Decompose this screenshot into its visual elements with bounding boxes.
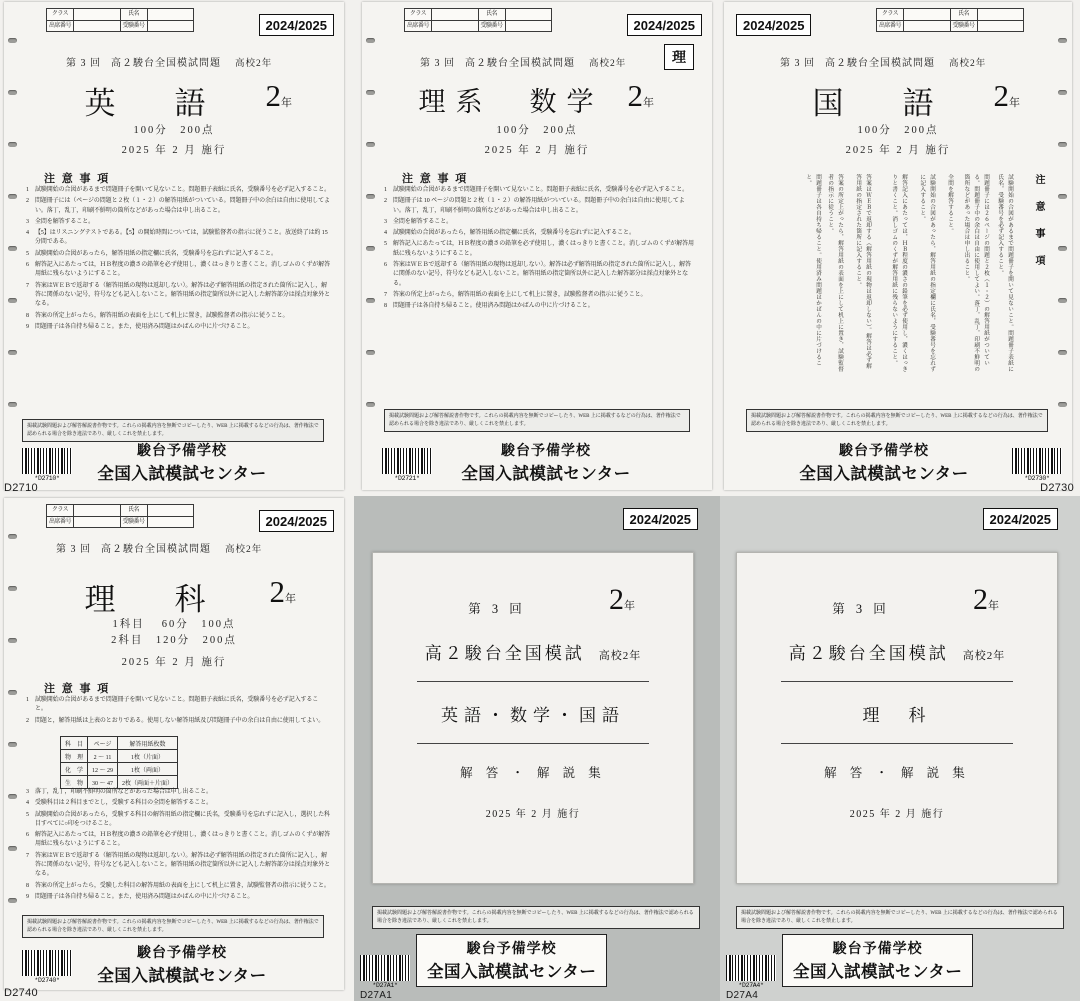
barcode-bars bbox=[382, 448, 432, 474]
answer-date: 2025 年 2 月 施行 bbox=[485, 809, 581, 820]
note-item: 問題冊子は各自持ち帰ること。使用済み問題はかばんの中に片づけること。 bbox=[805, 174, 821, 366]
center-name: 全国入試模試センター bbox=[461, 465, 631, 483]
year-badge: 2024/2025 bbox=[627, 14, 702, 36]
id-table[interactable] bbox=[46, 8, 194, 32]
note-item: 4 【5】はリスニングテストである。【5】の開始時間については，試験監督者の指示に従うこと。放送終了は約 15 分間である。 bbox=[26, 230, 328, 246]
notes-list bbox=[26, 186, 332, 334]
date-line: 2025 年 2 月 施行 bbox=[121, 145, 227, 156]
id-table-label-number: 出席番号 bbox=[877, 21, 904, 32]
answer-exam-name: 高２駿台全国模試 bbox=[424, 644, 585, 663]
divider bbox=[417, 681, 649, 682]
note-item: 7 答案はＷＥＢで返却する（解答用紙の現物は返却しない）。解答は必ず解答用紙の指定された箇所に記入し，解答に関係のない記号，符号なども記入しないこと。解答用紙の指定箇所以外に記入した解答部分は採点対象外となる。 bbox=[26, 282, 331, 308]
year-badge: 2024/2025 bbox=[259, 510, 334, 532]
divider bbox=[781, 681, 1013, 682]
barcode-code: *D2730* bbox=[1024, 475, 1050, 482]
id-table-label-class: クラス bbox=[877, 9, 904, 20]
barcode-bars bbox=[22, 950, 72, 976]
booklet-english bbox=[0, 0, 354, 496]
id-table[interactable] bbox=[876, 8, 1024, 32]
notes-list-bottom bbox=[26, 788, 330, 904]
punch-holes bbox=[364, 2, 378, 490]
table-row: 物 理 2 〜 11 1枚（片面） bbox=[61, 750, 178, 763]
notes-title: 注 意 事 項 bbox=[402, 173, 469, 185]
score-line: 100分 200点 bbox=[857, 125, 939, 136]
id-table-label-class: クラス bbox=[47, 9, 74, 20]
barcode bbox=[1012, 448, 1062, 482]
score-line-2: 2科目 120分 200点 bbox=[111, 635, 237, 646]
header-exam: 高２駿台全国模試問題 bbox=[111, 58, 221, 69]
note-item: 9 問題冊子は各自持ち帰ること。また，使用済み問題はかばんの中に片づけること。 bbox=[26, 893, 254, 900]
punch-holes bbox=[6, 498, 20, 990]
center-name: 全国入試模試センター bbox=[793, 963, 963, 981]
score-line: 100分 200点 bbox=[496, 125, 578, 136]
corner-code: D2740 bbox=[4, 987, 38, 999]
barcode-bars bbox=[360, 955, 410, 981]
header-line bbox=[56, 540, 262, 555]
note-item: 8 問題冊子は各自持ち帰ること。使用済み問題はかばんの中に片づけること。 bbox=[384, 303, 594, 310]
table-row: 生 物 30 〜 47 2枚（両面＋片面） bbox=[61, 776, 178, 789]
date-line: 2025 年 2 月 施行 bbox=[484, 145, 590, 156]
grade-big: 2年 bbox=[265, 78, 292, 113]
booklet-kokugo-cover bbox=[724, 2, 1072, 490]
divider bbox=[417, 743, 649, 744]
year-badge: 2024/2025 bbox=[983, 508, 1058, 530]
note-item: 9 問題冊子は各自持ち帰ること。また，使用済み問題はかばんの中に片づけること。 bbox=[26, 323, 254, 330]
booklet-math bbox=[354, 0, 720, 496]
score-line: 100分 200点 bbox=[133, 125, 215, 136]
header-kai: 第 3 回 bbox=[66, 58, 101, 69]
note-item: 2 問題冊子は 10 ページの問題と２枚（１・２）の解答用紙がついている。問題冊子中の余白は自由に使用してよい。落丁，乱丁，印刷不鮮明の箇所などがあった場合は申し出ること。 bbox=[384, 198, 685, 214]
barcode-bars bbox=[726, 955, 776, 981]
school-block bbox=[784, 440, 984, 484]
barcode-code: *D2721* bbox=[394, 475, 420, 482]
note-item: 8 答案の所定上がったら，解答用紙の表面を上にして机上に置き，試験監督者の指示に従うこと。 bbox=[26, 312, 289, 319]
header-grade: 高校2年 bbox=[235, 59, 273, 69]
header-grade: 高校2年 bbox=[949, 59, 987, 69]
answer-grade-label: 高校2年 bbox=[962, 650, 1006, 662]
subject-title: 理 科 bbox=[84, 582, 220, 617]
id-table-label-examnum: 受験番号 bbox=[479, 21, 506, 32]
answer-cover-panel bbox=[736, 552, 1058, 884]
id-table-label-examnum: 受験番号 bbox=[121, 21, 148, 32]
answer-kai: 第 3 回 bbox=[832, 602, 890, 616]
notes-list bbox=[384, 186, 696, 314]
corner-code: D2730 bbox=[1040, 482, 1074, 494]
barcode bbox=[382, 448, 432, 482]
id-table-label-number: 出席番号 bbox=[405, 21, 432, 32]
note-item: 1 試験開始の合図があるまで問題冊子を開いて見ないこと。問題冊子表紙に氏名，受験番号を必ず記入すること。 bbox=[26, 697, 319, 713]
barcode-code: *D27A1* bbox=[372, 982, 398, 989]
note-item: 試験開始の合図があったら，解答用紙の指定欄に氏名，受験番号を忘れずに記入すること。 bbox=[919, 174, 935, 372]
school-block bbox=[416, 934, 607, 987]
center-name: 全国入試模試センター bbox=[97, 465, 267, 483]
note-item: 3 落丁，乱丁，印刷不鮮明の箇所などがあった場合は申し出ること。 bbox=[26, 789, 212, 795]
answer-kai: 第 3 回 bbox=[468, 602, 526, 616]
header-exam: 高２駿台全国模試問題 bbox=[101, 544, 211, 555]
note-item: 答案の所定上がったら，解答用紙の表面を上にして机上に置き，試験監督者の指示に従うこと。 bbox=[827, 174, 843, 372]
note-item: 1 試験開始の合図があるまで問題冊子を開いて見ないこと。問題冊子表紙に氏名，受験番号を必ず記入すること。 bbox=[26, 187, 331, 193]
center-name: 全国入試模試センター bbox=[97, 967, 267, 985]
rika-mark-box: 理 bbox=[664, 44, 694, 70]
school-name: 駿台予備学校 bbox=[839, 442, 929, 458]
center-name: 全国入試模試センター bbox=[799, 465, 969, 483]
notes-title: 注 意 事 項 bbox=[1033, 174, 1044, 268]
answer-subject: 理 科 bbox=[862, 706, 932, 725]
answer-grade-label: 高校2年 bbox=[598, 650, 642, 662]
answer-exam-name-row bbox=[737, 639, 1057, 664]
notes-title: 注 意 事 項 bbox=[44, 173, 111, 185]
table-row: 化 学 12 〜 29 1枚（両面） bbox=[61, 763, 178, 776]
note-item: 4 受験科目は２科目までとし，受験する科目の全問を解答すること。 bbox=[26, 800, 213, 807]
barcode-code: *D2740* bbox=[34, 977, 60, 984]
barcode-bars bbox=[1012, 448, 1062, 474]
answer-kaisetsu: 解 答 ・ 解 説 集 bbox=[460, 766, 606, 780]
table-header: 科 目 bbox=[61, 737, 88, 750]
note-item: 4 試験開始の合図があったら，解答用紙の指定欄に氏名，受験番号を忘れずに記入すること。 bbox=[384, 230, 635, 237]
copyright-box: 掲載試験問題および解答解説書作物です。これらの掲載内容を無断でコピーしたり、WEB 上に掲載するなどの行為は、著作権法で認められる場合を除き違法であり、厳しくこれを禁止します。 bbox=[384, 409, 690, 432]
corner-code: D27A1 bbox=[360, 990, 393, 1001]
id-table-label-number: 出席番号 bbox=[47, 517, 74, 528]
booklet-rika-cover bbox=[4, 498, 344, 990]
school-name: 駿台予備学校 bbox=[137, 442, 227, 458]
date-line: 2025 年 2 月 施行 bbox=[845, 145, 951, 156]
id-table-label-examnum: 受験番号 bbox=[121, 517, 148, 528]
barcode-code: *D2710* bbox=[34, 475, 60, 482]
id-table[interactable] bbox=[404, 8, 552, 32]
notes-title: 注 意 事 項 bbox=[44, 683, 111, 695]
note-item: 2 問題冊子には（ページの問題と２枚（１・２）の解答用紙がついている。問題冊子中の余白は自由に使用してよい。落丁，乱丁，印刷不鮮明の箇所などがあった場合は申し出ること。 bbox=[26, 198, 330, 214]
note-item: 7 答案はＷＥＢで返却する（解答用紙の現物は返却しない）。解答は必ず解答用紙の指定された箇所に記入し，解答に関係のない記号，符号なども記入しないこと。解答用紙の指定箇所以外に記入した解答部分は採点対象外となる。 bbox=[26, 852, 331, 878]
id-table-label-examnum: 受験番号 bbox=[951, 21, 978, 32]
note-item: 全問を解答すること。 bbox=[947, 174, 953, 234]
id-table-label-number: 出席番号 bbox=[47, 21, 74, 32]
punch-holes bbox=[1056, 2, 1070, 490]
header-line bbox=[780, 54, 986, 69]
grade-big: 2年 bbox=[627, 78, 654, 113]
booklet-rika bbox=[0, 496, 354, 1001]
subject-title: 理系 数学 bbox=[418, 87, 604, 117]
barcode bbox=[360, 955, 410, 989]
copyright-box: 掲載試験問題および解答解説書作物です。これらの掲載内容を無断でコピーしたり、WEB 上に掲載するなどの行為は、著作権法で認められる場合を除き違法であり、厳しくこれを禁止します。 bbox=[22, 419, 324, 442]
subject-page-table bbox=[60, 736, 178, 789]
table-header: 解答用紙枚数 bbox=[118, 737, 178, 750]
note-item: 2 問題と，解答用紙は上表のとおりである。使用しない解答用紙及び問題冊子中の余白は自由に使用してよい。 bbox=[26, 717, 325, 724]
corner-code: D27A4 bbox=[726, 990, 759, 1001]
year-badge: 2024/2025 bbox=[623, 508, 698, 530]
punch-holes bbox=[6, 2, 20, 490]
id-table-label-class: クラス bbox=[47, 505, 74, 516]
header-exam: 高２駿台全国模試問題 bbox=[825, 58, 935, 69]
note-item: 6 解答記入にあたっては，ＨＢ程度の濃さの鉛筆を必ず使用し，濃くはっきりと書くこと。消しゴムのくずが解答用紙に残らないようにすること。 bbox=[26, 262, 331, 278]
note-item: 8 答案の所定上がったら，受験した科目の解答用紙の表面を上にして机上に置き，試験監督者の指示に従うこと。 bbox=[26, 882, 330, 889]
answer-date: 2025 年 2 月 施行 bbox=[849, 809, 945, 820]
answer-booklet-emk bbox=[354, 496, 720, 1001]
header-line bbox=[66, 54, 272, 69]
header-line bbox=[420, 54, 626, 69]
score-line-1: 1科目 60分 100点 bbox=[112, 619, 236, 630]
booklet-kokugo bbox=[720, 0, 1080, 496]
answer-subject: 英語・数学・国語 bbox=[441, 706, 625, 725]
grade-big: 2年 bbox=[269, 574, 296, 609]
grade-big: 2年 bbox=[993, 78, 1020, 113]
answer-grade-big: 2年 bbox=[609, 583, 635, 616]
copyright-box: 掲載試験問題および解答解説書作物です。これらの掲載内容を無断でコピーしたり、WEB 上に掲載するなどの行為は、著作権法で認められる場合を除き違法であり、厳しくこれを禁止します。 bbox=[736, 906, 1064, 929]
id-table-label-name: 氏名 bbox=[951, 9, 978, 20]
note-item: 答案はＷＥＢで返却する（解答用紙の現物は返却しない）。解答は必ず解答用紙の指定された箇所に記入すること。 bbox=[855, 174, 871, 370]
header-kai: 第 3 回 bbox=[420, 58, 455, 69]
copyright-box: 掲載試験問題および解答解説書作物です。これらの掲載内容を無断でコピーしたり、WEB 上に掲載するなどの行為は、著作権法で認められる場合を除き違法であり、厳しくこれを禁止します。 bbox=[746, 409, 1048, 432]
note-item: 解答記入にあたっては，ＨＢ程度の濃さの鉛筆を必ず使用し，濃くはっきりと書くこと。消しゴムのくずが解答用紙に残らないようにすること。 bbox=[891, 174, 907, 372]
school-name: 駿台予備学校 bbox=[832, 940, 923, 956]
header-kai: 第 3 回 bbox=[56, 544, 91, 555]
note-item: 5 試験開始の合図があったら，受験する科目の解答用紙の指定欄に氏名，受験番号を忘れずに記入し，選択した科目すべてに○印をつけること。 bbox=[26, 811, 330, 827]
note-item: 問題冊子には２６ページの問題と２枚（１・２）の解答用紙がついている。問題冊子中の余白は自由に使用してよい。落丁，乱丁，印刷不鮮明の箇所などがあった場合は申し出ること。 bbox=[963, 174, 989, 372]
copyright-box: 掲載試験問題および解答解説書作物です。これらの掲載内容を無断でコピーしたり、WEB 上に掲載するなどの行為は、著作権法で認められる場合を除き違法であり、厳しくこれを禁止します。 bbox=[22, 915, 324, 938]
school-block bbox=[82, 942, 282, 986]
barcode-code: *D27A4* bbox=[738, 982, 764, 989]
barcode bbox=[22, 950, 72, 984]
school-name: 駿台予備学校 bbox=[501, 442, 591, 458]
date-line: 2025 年 2 月 施行 bbox=[121, 657, 227, 668]
answer-grade-big: 2年 bbox=[973, 583, 999, 616]
note-item: 1 試験開始の合図があるまで問題冊子を開いて見ないこと。問題冊子表紙に氏名，受験番号を必ず記入すること。 bbox=[384, 187, 689, 193]
header-grade: 高校2年 bbox=[589, 59, 627, 69]
school-name: 駿台予備学校 bbox=[137, 944, 227, 960]
booklet-math-cover bbox=[362, 2, 712, 490]
corner-code: D2710 bbox=[4, 482, 38, 494]
year-badge: 2024/2025 bbox=[259, 14, 334, 36]
school-block bbox=[446, 440, 646, 484]
header-grade: 高校2年 bbox=[225, 545, 263, 555]
answer-cover-panel bbox=[372, 552, 694, 884]
header-exam: 高２駿台全国模試問題 bbox=[465, 58, 575, 69]
note-item: 3 全問を解答すること。 bbox=[384, 218, 453, 225]
id-table[interactable] bbox=[46, 504, 194, 528]
school-name: 駿台予備学校 bbox=[466, 940, 557, 956]
barcode bbox=[22, 448, 72, 482]
note-item: 5 試験開始の合図があったら，解答用紙の指定欄に氏名，受験番号を忘れずに記入すること。 bbox=[26, 250, 277, 257]
table-header: ページ bbox=[88, 737, 118, 750]
id-table-label-name: 氏名 bbox=[121, 505, 148, 516]
note-item: 5 解答記入にあたっては，ＨＢ程度の濃さの鉛筆を必ず使用し，濃くはっきりと書くこと。消しゴムのくずが解答用紙に残らないようにすること。 bbox=[384, 241, 694, 257]
subject-title: 国 語 bbox=[812, 86, 948, 121]
booklet-english-cover bbox=[4, 2, 344, 490]
barcode-bars bbox=[22, 448, 72, 474]
year-badge: 2024/2025 bbox=[736, 14, 811, 36]
note-item: 試験開始の合図があるまで問題冊子を開いて見ないこと。問題冊子表紙に氏名，受験番号を必ず記入すること。 bbox=[997, 174, 1013, 372]
note-item: 6 解答記入にあたっては，ＨＢ程度の濃さの鉛筆を必ず使用し，濃くはっきりと書くこと。消しゴムのくずが解答用紙に残らないようにすること。 bbox=[26, 832, 331, 848]
center-name: 全国入試模試センター bbox=[427, 963, 597, 981]
id-table-label-class: クラス bbox=[405, 9, 432, 20]
header-kai: 第 3 回 bbox=[780, 58, 815, 69]
note-item: 3 全問を解答すること。 bbox=[26, 218, 95, 225]
school-block bbox=[82, 440, 282, 484]
answer-booklet-rika bbox=[720, 496, 1080, 1001]
divider bbox=[781, 743, 1013, 744]
note-item: 7 答案の所定上がったら，解答用紙の表面を上にして机上に置き，試験監督者の指示に従うこと。 bbox=[384, 291, 647, 298]
answer-kaisetsu: 解 答 ・ 解 説 集 bbox=[824, 766, 970, 780]
answer-exam-name: 高２駿台全国模試 bbox=[788, 644, 949, 663]
note-item: 6 答案はＷＥＢで返却する（解答用紙の現物は返却しない）。解答は必ず解答用紙の指定された箇所に記入し，解答に関係のない記号，符号なども記入しないこと。解答用紙の指定箇所以外に記入した解答部分は採点対象外となる。 bbox=[384, 262, 691, 287]
notes-list-top bbox=[26, 696, 326, 728]
id-table-label-name: 氏名 bbox=[121, 9, 148, 20]
subject-title: 英 語 bbox=[84, 86, 220, 121]
answer-exam-name-row bbox=[373, 639, 693, 664]
id-table-label-name: 氏名 bbox=[479, 9, 506, 20]
school-block bbox=[782, 934, 973, 987]
barcode bbox=[726, 955, 776, 989]
copyright-box: 掲載試験問題および解答解説書作物です。これらの掲載内容を無断でコピーしたり、WEB 上に掲載するなどの行為は、著作権法で認められる場合を除き違法であり、厳しくこれを禁止します。 bbox=[372, 906, 700, 929]
